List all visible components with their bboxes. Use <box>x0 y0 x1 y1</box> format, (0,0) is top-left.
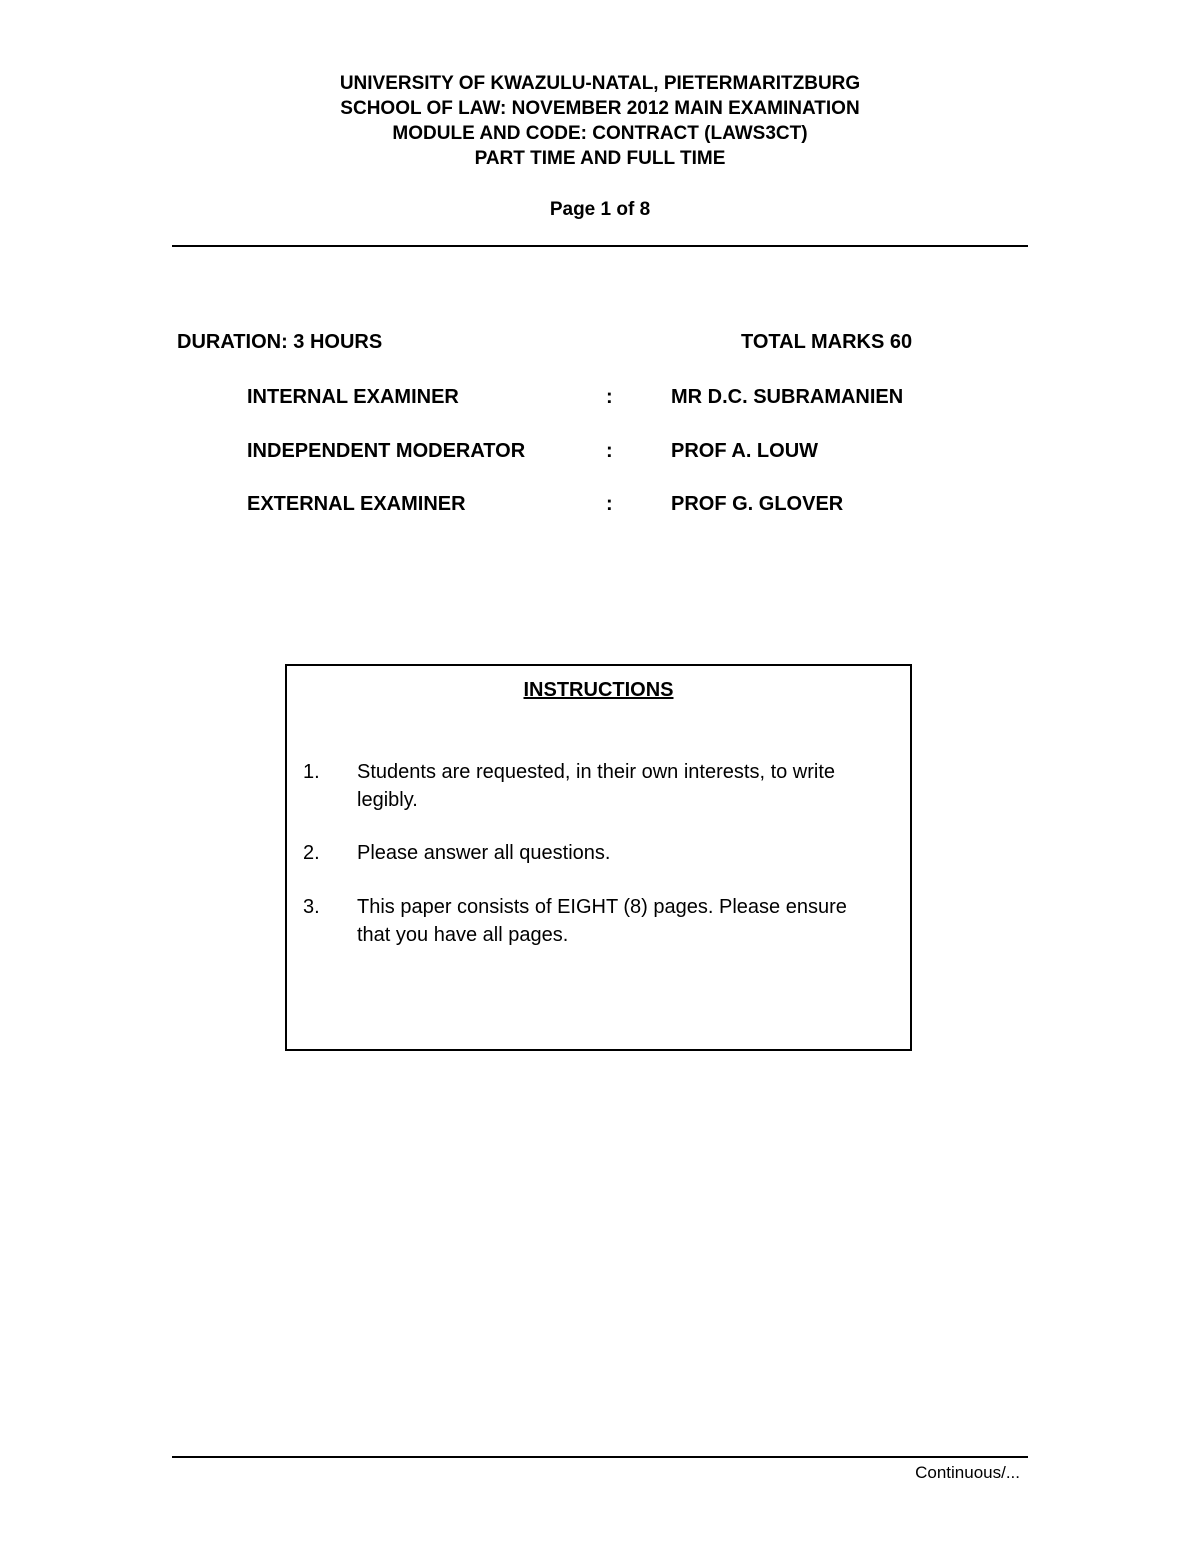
instruction-text: This paper consists of EIGHT (8) pages. Please ensure that you have all pages. <box>357 896 847 946</box>
instruction-number: 1. <box>303 761 320 783</box>
examiner-role: EXTERNAL EXAMINER <box>247 493 466 515</box>
examiner-role: INDEPENDENT MODERATOR <box>247 440 526 462</box>
top-divider <box>172 245 1028 247</box>
page-number: Page 1 of 8 <box>549 199 651 220</box>
instruction-text: Students are requested, in their own interests, to write legibly. <box>357 761 836 811</box>
total-marks-label: TOTAL MARKS 60 <box>741 331 913 353</box>
examiner-name: MR D.C. SUBRAMANIEN <box>671 386 904 408</box>
header-school: SCHOOL OF LAW: NOVEMBER 2012 MAIN EXAMINATION <box>340 98 860 119</box>
continued-note: Continuous/... <box>915 1463 1020 1482</box>
instructions-box <box>285 664 912 1051</box>
examiner-separator: : <box>606 386 613 408</box>
header-study-mode: PART TIME AND FULL TIME <box>474 148 726 169</box>
examiner-name: PROF A. LOUW <box>671 440 819 462</box>
examiner-separator: : <box>606 440 613 462</box>
instruction-number: 3. <box>303 896 320 918</box>
examiner-name: PROF G. GLOVER <box>671 493 844 515</box>
header-module: MODULE AND CODE: CONTRACT (LAWS3CT) <box>392 123 808 144</box>
instruction-number: 2. <box>303 842 320 864</box>
instruction-text: Please answer all questions. <box>357 842 611 864</box>
examiner-role: INTERNAL EXAMINER <box>247 386 459 408</box>
duration-label: DURATION: 3 HOURS <box>177 331 383 353</box>
exam-header <box>0 71 1200 171</box>
bottom-divider <box>172 1456 1028 1458</box>
instructions-title: INSTRUCTIONS <box>523 679 674 701</box>
examiner-separator: : <box>606 493 613 515</box>
header-university: UNIVERSITY OF KWAZULU-NATAL, PIETERMARITZBURG <box>339 73 861 94</box>
